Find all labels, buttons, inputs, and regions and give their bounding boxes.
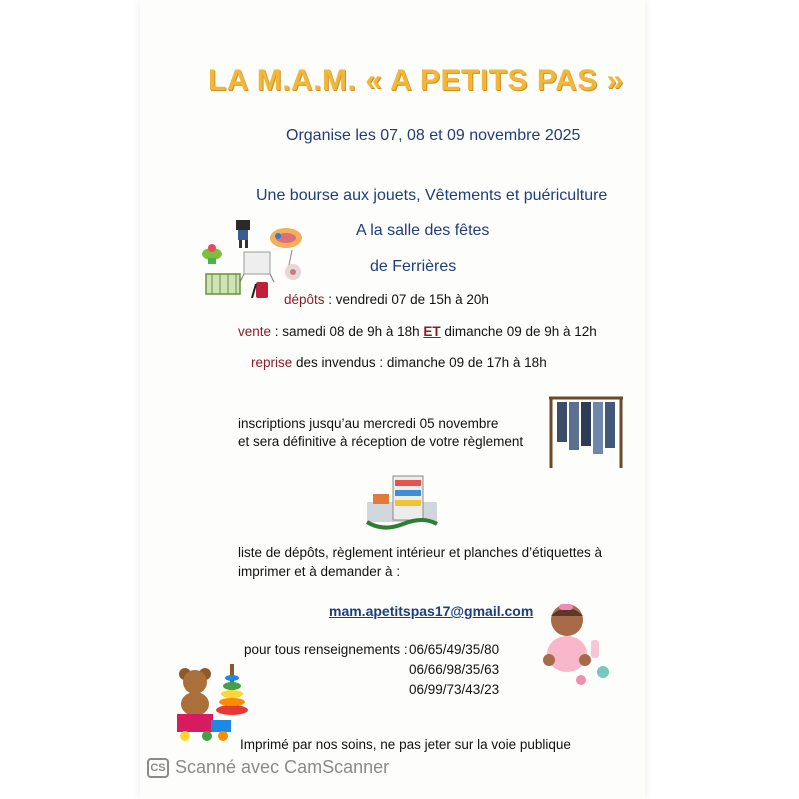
vente-line: [238, 324, 597, 339]
highchair-icon: [236, 220, 250, 248]
camscanner-footer: [147, 757, 389, 778]
clothes-rack-illustration: [543, 392, 629, 472]
reprise-text: des invendus : dimanche 09 de 17h à 18h: [292, 355, 547, 370]
camscanner-logo: CS: [147, 758, 169, 778]
reprise-label: reprise: [251, 355, 293, 370]
vente-et: ET: [423, 324, 441, 339]
vente-text-a: : samedi 08 de 9h à 18h: [271, 324, 424, 339]
cradle-icon: [240, 252, 274, 282]
playpen-icon: [206, 274, 240, 294]
baby-carrier-icon: [252, 282, 268, 298]
email-link[interactable]: mam.apetitspas17@gmail.com: [329, 603, 534, 619]
depots-label: dépôts: [284, 292, 325, 307]
phone-3: 06/99/73/43/23: [409, 682, 500, 697]
contacts-label: pour tous renseignements :: [244, 642, 408, 657]
depots-text: : vendredi 07 de 15h à 20h: [324, 292, 489, 307]
liste-line-1: liste de dépôts, règlement intérieur et planches d’étiquettes à: [238, 545, 602, 560]
toy-truck-icon: [177, 714, 231, 741]
inscriptions-line-1: inscriptions jusqu’au mercredi 05 novembre: [238, 416, 499, 431]
play-seat-icon: [202, 244, 222, 264]
notice-line: Imprimé par nos soins, ne pas jeter sur la voie publique: [240, 737, 571, 752]
toy-parking-garage-illustration: [363, 472, 441, 532]
toys-bear-stacker-illustration: [163, 658, 267, 744]
teddy-bear-icon: [179, 668, 211, 716]
organise-line: Organise les 07, 08 et 09 novembre 2025: [286, 127, 581, 144]
baby-gear-illustration: [198, 212, 310, 308]
ring-stacker-icon: [216, 664, 248, 715]
inscriptions-line-2: et sera définitive à réception de votre règlement: [238, 434, 524, 449]
town-line: de Ferrières: [370, 258, 457, 275]
phone-1: 06/65/49/35/80: [409, 642, 500, 657]
depots-line: [284, 292, 489, 307]
baby-doll-illustration: [519, 598, 619, 690]
phone-2: 06/66/98/35/63: [409, 662, 500, 677]
vente-label: vente: [238, 324, 272, 339]
reprise-line: [251, 355, 547, 370]
flyer-title: LA M.A.M. « A PETITS PAS »: [208, 64, 624, 97]
swing-icon: [285, 250, 301, 280]
liste-line-2: imprimer et à demander à :: [238, 564, 401, 579]
baby-bouncer-icon: [270, 228, 302, 248]
event-line: Une bourse aux jouets, Vêtements et puériculture: [256, 187, 608, 204]
vente-text-b: dimanche 09 de 9h à 12h: [440, 324, 597, 339]
venue-line: A la salle des fêtes: [356, 222, 490, 239]
camscanner-text: Scanné avec CamScanner: [175, 757, 390, 777]
